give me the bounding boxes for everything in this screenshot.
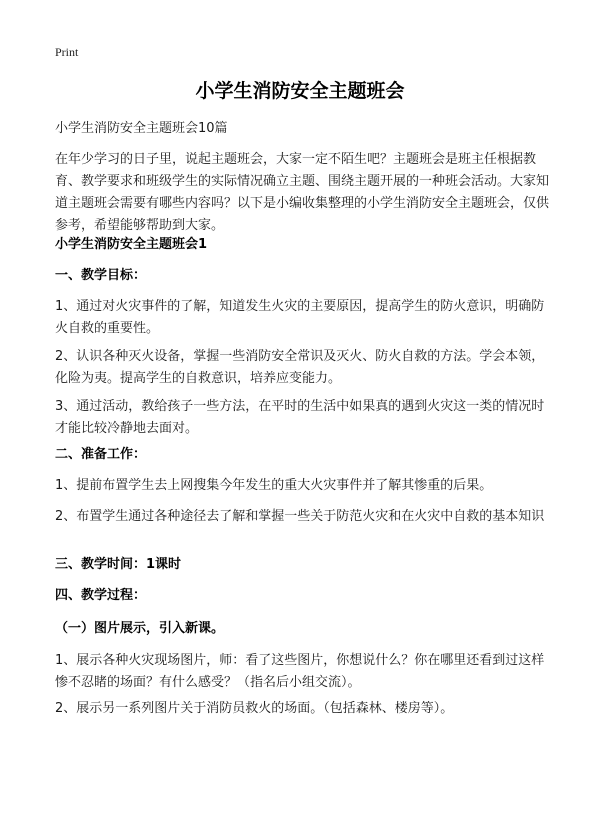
- prep-heading: 二、准备工作：: [55, 447, 147, 462]
- goal-item-1: 1、通过对火灾事件的了解，知道发生火灾的主要原因，提高学生的防火意识，明确防火自救的重要性。: [55, 299, 545, 336]
- step1-item-1: 1、展示各种火灾现场图片，师：看了这些图片，你想说什么？你在哪里还看到过这样惨不忍睹的场面？有什么感受？（指名后小组交流）。: [55, 653, 545, 690]
- process-heading: 四、教学过程：: [55, 588, 147, 603]
- step1-item-2: 2、展示另一系列图片关于消防员救火的场面。（包括森林、楼房等）。: [55, 701, 454, 716]
- prep-item-2: 2、布置学生通过各种途径去了解和掌握一些关于防范火灾和在火灾中自救的基本知识: [55, 509, 545, 524]
- intro-paragraph: 在年少学习的日子里，说起主题班会，大家一定不陌生吧？主题班会是班主任根据教育、教学要求和班级学生的实际情况确立主题、围绕主题开展的一种班会活动。大家知道主题班会需要有哪些内容吗？以下是小编收集整理的小学生消防安全主题班会，仅供参考，希望能够帮助到大家。: [55, 152, 550, 233]
- goal-item-3: 3、通过活动，教给孩子一些方法，在平时的生活中如果真的遇到火灾这一类的情况时才能比较冷静地去面对。: [55, 399, 545, 436]
- goal-item-2: 2、认识各种灭火设备，掌握一些消防安全常识及灭火、防火自救的方法。学会本领，化险为夷。提高学生的自救意识，培养应变能力。: [55, 349, 545, 386]
- subtitle: 小学生消防安全主题班会10篇: [55, 121, 228, 136]
- print-label: Print: [55, 45, 79, 59]
- prep-item-1: 1、提前布置学生去上网搜集今年发生的重大火灾事件并了解其惨重的后果。: [55, 478, 493, 493]
- time-heading: 三、教学时间：1课时: [55, 557, 182, 572]
- page-title: 小学生消防安全主题班会: [195, 80, 405, 102]
- step1-heading: （一）图片展示，引入新课。: [55, 621, 225, 636]
- goal-heading: 一、教学目标：: [55, 268, 147, 283]
- section-title: 小学生消防安全主题班会1: [55, 237, 208, 252]
